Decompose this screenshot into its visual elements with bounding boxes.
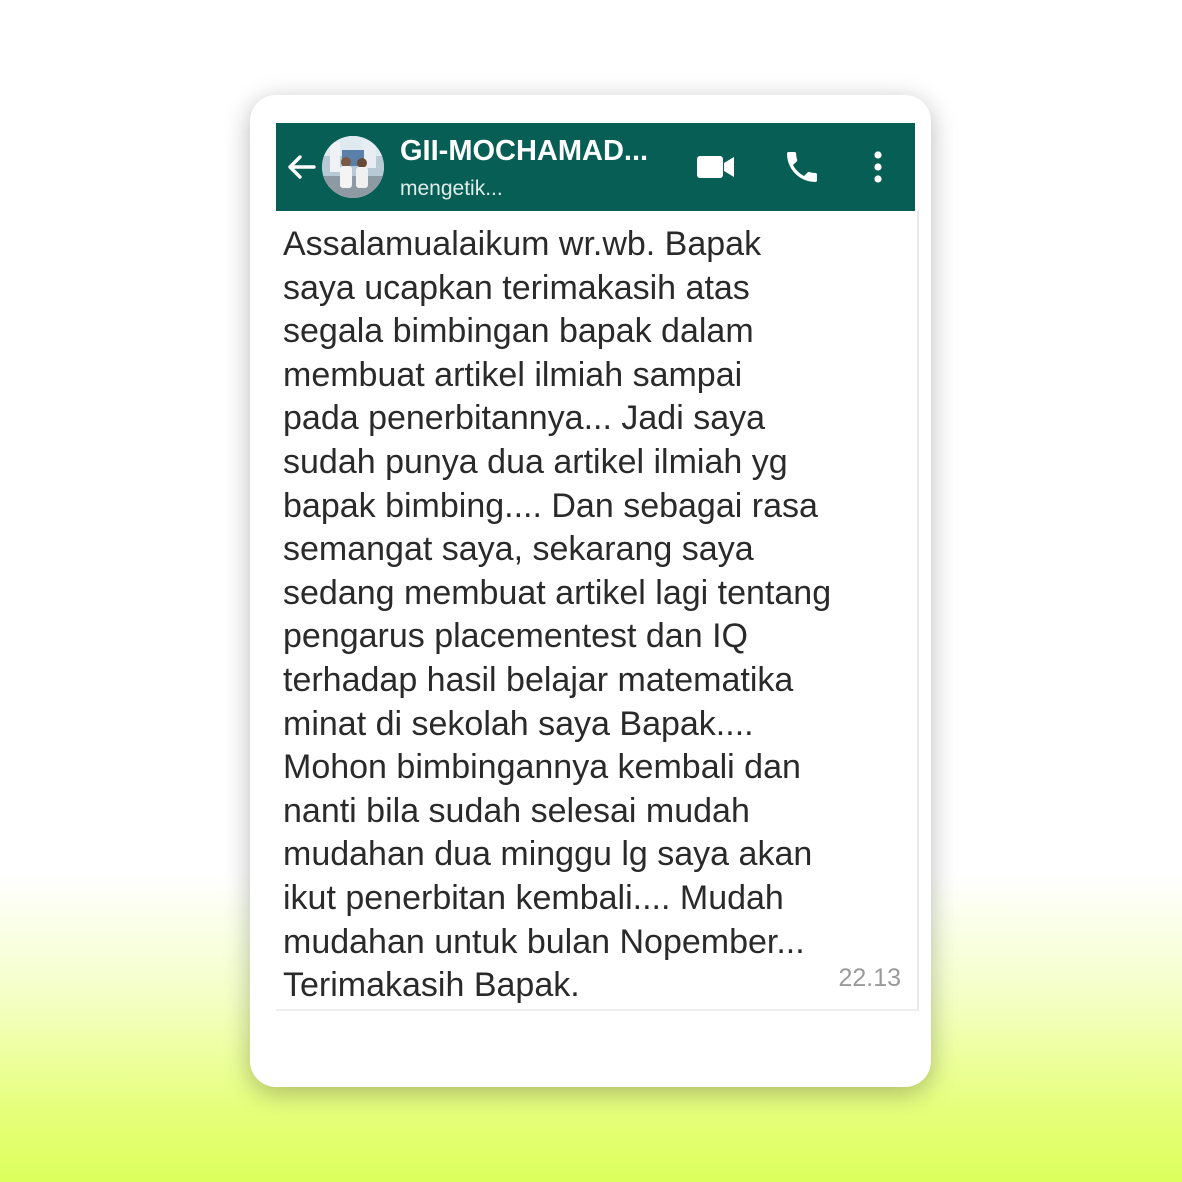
screenshot-card [250, 95, 931, 1087]
phone-icon [782, 147, 822, 187]
video-call-icon [696, 149, 736, 185]
message-time: 22.13 [838, 964, 901, 992]
typing-status: mengetik... [400, 177, 503, 200]
message-text: Assalamualaikum wr.wb. Bapak saya ucapkan terimakasih atas segala bimbingan bapak dalam membuat artikel ilmiah sampai pada penerbitannya... Jadi saya sudah punya dua artikel ilmiah yg bapak bimbing.... Dan sebagai rasa semangat saya, sekarang saya sedang membuat artikel lagi tentang pengarus placementest dan IQ terhadap hasil belajar matematika minat di sekolah saya Bapak.... Mohon bimbingannya kembali dan nanti bila sudah selesai mudah mudahan dua minggu lg saya akan ikut penerbitan kembali.... Mudah mudahan untuk bulan Nopember... Terimakasih Bapak. [283, 225, 832, 1005]
arrow-left-icon [284, 149, 320, 185]
more-vertical-icon [864, 147, 892, 187]
back-button[interactable] [284, 149, 320, 185]
video-call-button[interactable] [696, 149, 736, 185]
chat-header [276, 123, 915, 211]
avatar[interactable] [322, 136, 384, 198]
menu-button[interactable] [864, 147, 892, 187]
avatar-photo [322, 136, 384, 198]
message-bubble[interactable] [276, 211, 919, 1011]
voice-call-button[interactable] [782, 147, 822, 187]
contact-name[interactable]: GII-MOCHAMAD... [400, 135, 649, 167]
